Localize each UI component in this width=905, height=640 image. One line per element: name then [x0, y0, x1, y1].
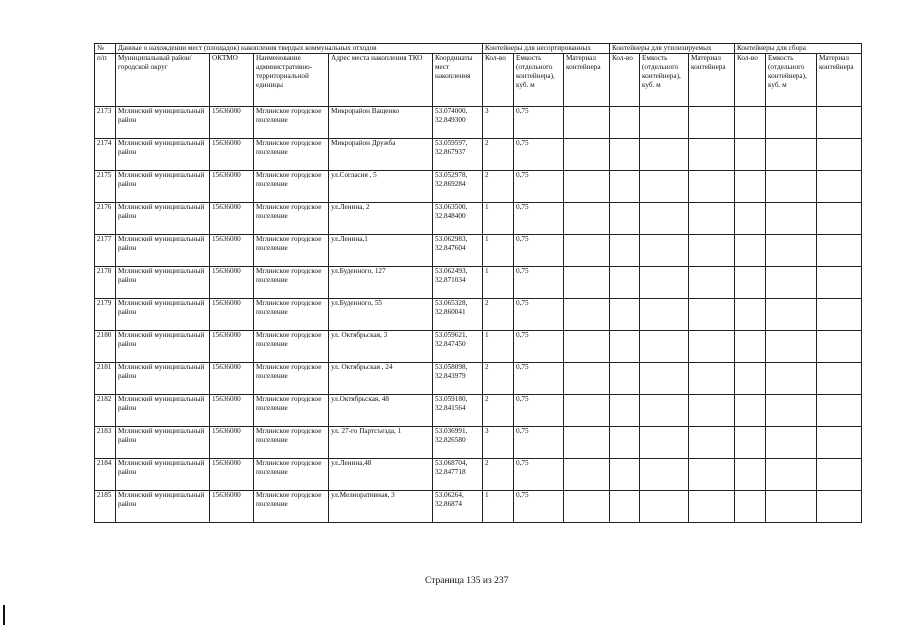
cell-empty [766, 491, 817, 523]
cell-empty [689, 299, 735, 331]
cell-unit: Мглинское городское поселение [254, 363, 329, 395]
cell-oktmo: 15636000 [210, 363, 254, 395]
header-row-top [95, 44, 862, 54]
cell-empty [564, 139, 610, 171]
table-row [95, 395, 862, 427]
cell-district: Мглинский муниципальный район [116, 491, 210, 523]
cell-qty: 1 [483, 235, 514, 267]
cell-unit: Мглинское городское поселение [254, 203, 329, 235]
cell-n: 2179 [95, 299, 116, 331]
cell-empty [689, 235, 735, 267]
cell-district: Мглинский муниципальный район [116, 171, 210, 203]
cell-empty [640, 331, 689, 363]
cell-empty [610, 395, 640, 427]
cell-empty [817, 395, 862, 427]
header-containers-util: Контейнеры для утилизируемых [610, 44, 735, 54]
cell-empty [610, 107, 640, 139]
cell-oktmo: 15636000 [210, 171, 254, 203]
cell-empty [640, 267, 689, 299]
cell-empty [564, 299, 610, 331]
cell-address: ул.Октябрьская, 48 [329, 395, 433, 427]
scan-edge-mark [3, 605, 5, 625]
cell-empty [817, 427, 862, 459]
cell-empty [640, 491, 689, 523]
cell-qty: 2 [483, 139, 514, 171]
cell-empty [610, 299, 640, 331]
header-oktmo: ОКТМО [210, 54, 254, 107]
table-row [95, 203, 862, 235]
cell-oktmo: 15636000 [210, 427, 254, 459]
cell-address: ул.Мелиоративная, 3 [329, 491, 433, 523]
cell-cap: 0,75 [514, 107, 564, 139]
cell-unit: Мглинское городское поселение [254, 299, 329, 331]
cell-empty [689, 203, 735, 235]
cell-oktmo: 15636000 [210, 267, 254, 299]
cell-empty [564, 427, 610, 459]
cell-qty: 2 [483, 395, 514, 427]
cell-unit: Мглинское городское поселение [254, 331, 329, 363]
cell-empty [735, 459, 766, 491]
cell-n: 2176 [95, 203, 116, 235]
cell-n: 2182 [95, 395, 116, 427]
cell-n: 2177 [95, 235, 116, 267]
cell-n: 2173 [95, 107, 116, 139]
cell-empty [817, 139, 862, 171]
cell-district: Мглинский муниципальный район [116, 331, 210, 363]
cell-qty: 1 [483, 267, 514, 299]
cell-empty [735, 203, 766, 235]
cell-empty [610, 363, 640, 395]
cell-empty [817, 491, 862, 523]
cell-empty [817, 235, 862, 267]
cell-empty [610, 267, 640, 299]
cell-empty [640, 395, 689, 427]
cell-qty: 2 [483, 171, 514, 203]
cell-address: Микрорайон Ващенко [329, 107, 433, 139]
cell-coords: 53.059180, 32.841564 [433, 395, 483, 427]
cell-coords: 53.068704, 32.847718 [433, 459, 483, 491]
cell-coords: 53.062983, 32.847604 [433, 235, 483, 267]
cell-empty [689, 491, 735, 523]
cell-empty [564, 491, 610, 523]
cell-district: Мглинский муниципальный район [116, 299, 210, 331]
cell-qty: 2 [483, 363, 514, 395]
cell-empty [640, 363, 689, 395]
cell-district: Мглинский муниципальный район [116, 235, 210, 267]
cell-empty [564, 171, 610, 203]
cell-empty [817, 107, 862, 139]
cell-qty: 2 [483, 299, 514, 331]
cell-unit: Мглинское городское поселение [254, 491, 329, 523]
cell-cap: 0,75 [514, 491, 564, 523]
cell-n: 2175 [95, 171, 116, 203]
cell-coords: 53.074000, 32.849300 [433, 107, 483, 139]
cell-coords: 53.06264, 32.86874 [433, 491, 483, 523]
cell-empty [817, 363, 862, 395]
cell-empty [766, 235, 817, 267]
cell-empty [735, 331, 766, 363]
cell-empty [689, 395, 735, 427]
cell-district: Мглинский муниципальный район [116, 427, 210, 459]
cell-empty [735, 395, 766, 427]
cell-address: ул. 27-го Партсъезда, 1 [329, 427, 433, 459]
cell-empty [564, 235, 610, 267]
header-qty-2: Кол-во [610, 54, 640, 107]
cell-cap: 0,75 [514, 363, 564, 395]
cell-empty [689, 427, 735, 459]
cell-unit: Мглинское городское поселение [254, 427, 329, 459]
cell-empty [610, 459, 640, 491]
cell-empty [564, 203, 610, 235]
cell-address: ул.Ленина,1 [329, 235, 433, 267]
cell-district: Мглинский муниципальный район [116, 363, 210, 395]
cell-coords: 53.065328, 32.860041 [433, 299, 483, 331]
cell-cap: 0,75 [514, 235, 564, 267]
cell-oktmo: 15636000 [210, 203, 254, 235]
header-data-group: Данные о нахождении мест (площадок) накопления твердых коммунальных отходов [116, 44, 483, 54]
cell-empty [766, 363, 817, 395]
header-containers-collect: Контейнеры для сбора [735, 44, 862, 54]
cell-empty [735, 299, 766, 331]
table-row [95, 299, 862, 331]
cell-empty [689, 139, 735, 171]
cell-empty [564, 267, 610, 299]
cell-cap: 0,75 [514, 299, 564, 331]
cell-n: 2185 [95, 491, 116, 523]
cell-empty [564, 363, 610, 395]
cell-unit: Мглинское городское поселение [254, 171, 329, 203]
header-qty-3: Кол-во [735, 54, 766, 107]
header-pn: п/п [95, 54, 116, 107]
cell-empty [564, 331, 610, 363]
cell-n: 2180 [95, 331, 116, 363]
cell-empty [735, 235, 766, 267]
table-row [95, 491, 862, 523]
cell-oktmo: 15636000 [210, 459, 254, 491]
cell-district: Мглинский муниципальный район [116, 139, 210, 171]
table-row [95, 235, 862, 267]
cell-address: Микрорайон Дружба [329, 139, 433, 171]
cell-empty [766, 171, 817, 203]
cell-coords: 53.052978, 32.869284 [433, 171, 483, 203]
cell-unit: Мглинское городское поселение [254, 267, 329, 299]
cell-empty [766, 427, 817, 459]
cell-empty [766, 395, 817, 427]
cell-empty [689, 267, 735, 299]
cell-empty [766, 267, 817, 299]
cell-empty [640, 171, 689, 203]
cell-empty [689, 331, 735, 363]
cell-district: Мглинский муниципальный район [116, 395, 210, 427]
cell-empty [766, 139, 817, 171]
cell-empty [640, 459, 689, 491]
cell-n: 2178 [95, 267, 116, 299]
header-material-2: Материал контейнера [689, 54, 735, 107]
table-row [95, 363, 862, 395]
cell-cap: 0,75 [514, 427, 564, 459]
cell-n: 2181 [95, 363, 116, 395]
cell-n: 2174 [95, 139, 116, 171]
cell-oktmo: 15636000 [210, 299, 254, 331]
cell-unit: Мглинское городское поселение [254, 107, 329, 139]
cell-empty [735, 171, 766, 203]
cell-cap: 0,75 [514, 139, 564, 171]
cell-district: Мглинский муниципальный район [116, 267, 210, 299]
cell-coords: 53.062493, 32.871034 [433, 267, 483, 299]
cell-empty [817, 267, 862, 299]
cell-empty [610, 235, 640, 267]
table-row [95, 107, 862, 139]
cell-unit: Мглинское городское поселение [254, 395, 329, 427]
cell-empty [640, 107, 689, 139]
header-containers-unsorted: Контейнеры для несортированных [483, 44, 610, 54]
cell-cap: 0,75 [514, 395, 564, 427]
cell-empty [817, 331, 862, 363]
cell-address: ул.Буденного, 127 [329, 267, 433, 299]
cell-address: ул. Октябрьская , 24 [329, 363, 433, 395]
cell-empty [564, 459, 610, 491]
table-row [95, 331, 862, 363]
header-capacity-3: Емкость (отдельного контейнера), куб. м [766, 54, 817, 107]
cell-unit: Мглинское городское поселение [254, 459, 329, 491]
cell-oktmo: 15636000 [210, 139, 254, 171]
header-coords: Координаты мест накопления [433, 54, 483, 107]
cell-qty: 2 [483, 459, 514, 491]
cell-district: Мглинский муниципальный район [116, 203, 210, 235]
cell-oktmo: 15636000 [210, 395, 254, 427]
cell-coords: 53.059597, 32.867937 [433, 139, 483, 171]
cell-empty [766, 331, 817, 363]
cell-coords: 53.058098, 32.843979 [433, 363, 483, 395]
cell-district: Мглинский муниципальный район [116, 107, 210, 139]
header-address: Адрес места накопления ТКО [329, 54, 433, 107]
cell-empty [640, 203, 689, 235]
cell-empty [610, 171, 640, 203]
cell-empty [766, 107, 817, 139]
cell-unit: Мглинское городское поселение [254, 235, 329, 267]
cell-cap: 0,75 [514, 203, 564, 235]
cell-empty [610, 331, 640, 363]
page-number: Страница 135 из 237 [425, 576, 509, 586]
header-qty-1: Кол-во [483, 54, 514, 107]
cell-qty: 1 [483, 331, 514, 363]
cell-empty [817, 171, 862, 203]
waste-sites-table [94, 43, 862, 523]
cell-empty [735, 139, 766, 171]
cell-empty [640, 235, 689, 267]
cell-oktmo: 15636000 [210, 107, 254, 139]
cell-empty [689, 363, 735, 395]
table-row [95, 459, 862, 491]
cell-empty [689, 171, 735, 203]
cell-coords: 53.036991, 32.826580 [433, 427, 483, 459]
cell-empty [735, 427, 766, 459]
cell-empty [610, 491, 640, 523]
cell-empty [564, 395, 610, 427]
cell-empty [640, 139, 689, 171]
cell-empty [766, 299, 817, 331]
cell-address: ул.Буденного, 55 [329, 299, 433, 331]
cell-coords: 53.063500, 32.848400 [433, 203, 483, 235]
header-capacity-2: Емкость (отдельного контейнера), куб. м [640, 54, 689, 107]
table-row [95, 267, 862, 299]
cell-empty [689, 107, 735, 139]
cell-empty [640, 427, 689, 459]
cell-empty [735, 491, 766, 523]
cell-cap: 0,75 [514, 171, 564, 203]
cell-empty [610, 203, 640, 235]
cell-n: 2184 [95, 459, 116, 491]
cell-district: Мглинский муниципальный район [116, 459, 210, 491]
cell-qty: 3 [483, 427, 514, 459]
cell-empty [640, 299, 689, 331]
cell-coords: 53.059621, 32.847450 [433, 331, 483, 363]
cell-oktmo: 15636000 [210, 491, 254, 523]
cell-oktmo: 15636000 [210, 331, 254, 363]
cell-cap: 0,75 [514, 459, 564, 491]
header-material-1: Материал контейнера [564, 54, 610, 107]
cell-empty [817, 459, 862, 491]
cell-address: ул.Ленина, 2 [329, 203, 433, 235]
cell-empty [610, 139, 640, 171]
table-row [95, 427, 862, 459]
cell-empty [689, 459, 735, 491]
cell-oktmo: 15636000 [210, 235, 254, 267]
cell-n: 2183 [95, 427, 116, 459]
header-material-3: Материал контейнера [817, 54, 862, 107]
cell-address: ул. Октябрьская, 3 [329, 331, 433, 363]
cell-unit: Мглинское городское поселение [254, 139, 329, 171]
header-row-sub [95, 54, 862, 107]
cell-empty [735, 107, 766, 139]
table-row [95, 171, 862, 203]
cell-empty [766, 459, 817, 491]
cell-empty [817, 299, 862, 331]
cell-empty [735, 363, 766, 395]
header-district: Муниципальный район/городской округ [116, 54, 210, 107]
document-sheet [94, 43, 862, 523]
cell-cap: 0,75 [514, 331, 564, 363]
table-row [95, 139, 862, 171]
table-body [95, 107, 862, 523]
cell-empty [564, 107, 610, 139]
header-num: № [95, 44, 116, 54]
cell-cap: 0,75 [514, 267, 564, 299]
cell-empty [766, 203, 817, 235]
cell-empty [610, 427, 640, 459]
cell-qty: 1 [483, 491, 514, 523]
header-capacity-1: Емкость (отдельного контейнера), куб. м [514, 54, 564, 107]
cell-empty [735, 267, 766, 299]
cell-qty: 3 [483, 107, 514, 139]
header-unit: Наименование административно-территориальной единицы [254, 54, 329, 107]
cell-address: ул.Ленина,48 [329, 459, 433, 491]
cell-qty: 1 [483, 203, 514, 235]
cell-empty [817, 203, 862, 235]
cell-address: ул.Согласия , 5 [329, 171, 433, 203]
